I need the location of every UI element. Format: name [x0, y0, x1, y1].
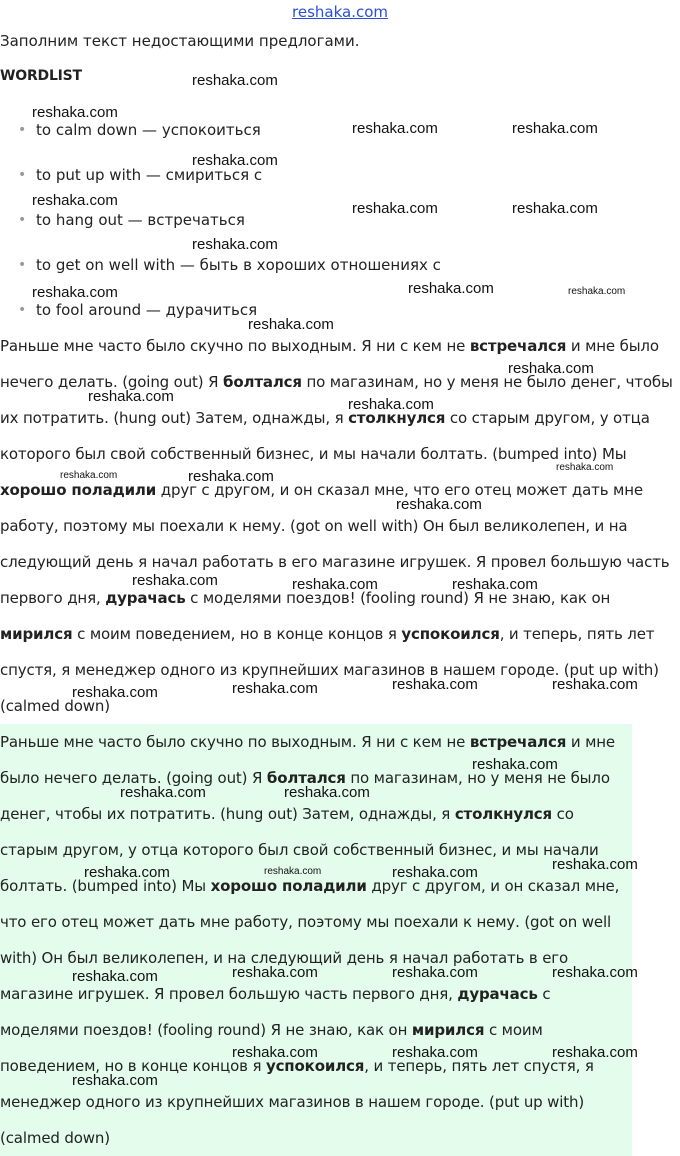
watermark: reshaka.com [508, 360, 594, 377]
watermark: reshaka.com [232, 964, 318, 981]
wordlist-item: • to hang out — встречаться [18, 211, 245, 229]
watermark: reshaka.com [512, 200, 598, 217]
site-title-link[interactable]: reshaka.com [292, 3, 388, 21]
watermark: reshaka.com [392, 1044, 478, 1061]
text-segment: и мне было нечего делать. (going out) Я [0, 733, 615, 787]
watermark: reshaka.com [352, 120, 438, 137]
watermark: reshaka.com [472, 756, 558, 773]
watermark: reshaka.com [188, 468, 274, 485]
answer-phrase: столкнулся [454, 805, 553, 823]
text-segment: с моделями поездов! (fooling round) Я не знаю, как он [185, 589, 611, 607]
text-segment: и мне было нечего делать. (going out) Я [0, 337, 659, 391]
answer-phrase: болтался [223, 373, 302, 391]
answer-phrase: мирился [0, 625, 73, 643]
text-segment: с моделями поездов! (fooling round) Я не знаю, как он [0, 985, 551, 1039]
watermark: reshaka.com [552, 1044, 638, 1061]
watermark: reshaka.com [556, 462, 614, 473]
watermark: reshaka.com [232, 1044, 318, 1061]
text-segment: , и теперь, пять лет спустя, я менеджер одного из крупнейших магазинов в нашем городе. (put up with) (calmed down) [0, 625, 659, 715]
watermark: reshaka.com [72, 684, 158, 701]
watermark: reshaka.com [264, 866, 322, 877]
answer-phrase: успокоился [401, 625, 500, 643]
watermark: reshaka.com [32, 284, 118, 301]
watermark: reshaka.com [408, 280, 494, 297]
answer-phrase: встречался [469, 733, 567, 751]
wordlist-item: • to calm down — успокоиться [18, 121, 261, 139]
answer-phrase: дурачась [457, 985, 538, 1003]
watermark: reshaka.com [348, 396, 434, 413]
answer-phrase: хорошо поладили [210, 877, 367, 895]
answer-phrase: мирился [411, 1021, 485, 1039]
answer-phrase: столкнулся [348, 409, 446, 427]
watermark: reshaka.com [192, 152, 278, 169]
watermark: reshaka.com [552, 676, 638, 693]
text-segment: с моим поведением, но в конце концов я [0, 1021, 543, 1075]
watermark: reshaka.com [392, 676, 478, 693]
text-segment: по магазинам, но у меня не было денег, чтобы их потратить. (hung out) Затем, однажды, я [0, 769, 610, 823]
watermark: reshaka.com [84, 864, 170, 881]
wordlist-item: • to put up with — смириться с [18, 166, 263, 184]
task-instruction: Заполним текст недостающими предлогами. [0, 32, 360, 50]
bullet-icon: • [18, 257, 27, 273]
wordlist-heading: WORDLIST [0, 68, 82, 84]
wordlist-item: • to get on well with — быть в хороших отношениях с [18, 256, 441, 274]
answer-phrase: встречался [469, 337, 567, 355]
answer-phrase: дурачась [105, 589, 186, 607]
watermark: reshaka.com [88, 388, 174, 405]
watermark: reshaka.com [32, 104, 118, 121]
watermark: reshaka.com [396, 496, 482, 513]
watermark: reshaka.com [284, 784, 370, 801]
answer-phrase: хорошо поладили [0, 481, 157, 499]
answer-phrase: успокоился [265, 1057, 365, 1075]
watermark: reshaka.com [392, 864, 478, 881]
watermark: reshaka.com [72, 1072, 158, 1089]
text-segment: Раньше мне часто было скучно по выходным. Я ни с кем не [0, 733, 470, 751]
text-segment: , и теперь, пять лет спустя, я менеджер одного из крупнейших магазинов в нашем городе. (put up with) (calmed down) [0, 1057, 594, 1147]
watermark: reshaka.com [232, 680, 318, 697]
watermark: reshaka.com [552, 964, 638, 981]
watermark: reshaka.com [568, 286, 626, 297]
watermark: reshaka.com [132, 572, 218, 589]
watermark: reshaka.com [72, 968, 158, 985]
watermark: reshaka.com [32, 192, 118, 209]
text-segment: друг с другом, и он сказал мне, что его отец может дать мне работу, поэтому мы поехали к нему. (got on well with) Он был великолепен, и на следующий день я начал работать в его магазине игрушек. Я провел большую часть первого дня, [0, 481, 670, 607]
bullet-icon: • [18, 167, 27, 183]
text-segment: друг с другом, и он сказал мне, что его отец может дать мне работу, поэтому мы поехали к нему. (got on well with) Он был великолепен, и на следующий день я начал работать в его магазине игрушек. Я провел большую часть первого дня, [0, 877, 620, 1003]
bullet-icon: • [18, 122, 27, 138]
watermark: reshaka.com [292, 576, 378, 593]
text-segment: по магазинам, но у меня не было денег, чтобы их потратить. (hung out) Затем, однажды, я [0, 373, 673, 427]
watermark: reshaka.com [552, 856, 638, 873]
watermark: reshaka.com [512, 120, 598, 137]
text-segment: со старым другом, у отца которого был свой собственный бизнес, и мы начали болтать. (bumped into) Мы [0, 805, 599, 895]
watermark: reshaka.com [120, 784, 206, 801]
watermark: reshaka.com [392, 964, 478, 981]
watermark: reshaka.com [248, 316, 334, 333]
bullet-icon: • [18, 212, 27, 228]
wordlist-item: • to fool around — дурачиться [18, 301, 258, 319]
watermark: reshaka.com [352, 200, 438, 217]
text-segment: с моим поведением, но в конце концов я [72, 625, 402, 643]
text-segment: со старым другом, у отца которого был свой собственный бизнес, и мы начали болтать. (bumped into) Мы [0, 409, 650, 463]
watermark: reshaka.com [192, 72, 278, 89]
watermark: reshaka.com [60, 470, 118, 481]
text-segment: Раньше мне часто было скучно по выходным. Я ни с кем не [0, 337, 470, 355]
watermark: reshaka.com [192, 236, 278, 253]
bullet-icon: • [18, 302, 27, 318]
watermark: reshaka.com [452, 576, 538, 593]
answer-phrase: болтался [266, 769, 346, 787]
